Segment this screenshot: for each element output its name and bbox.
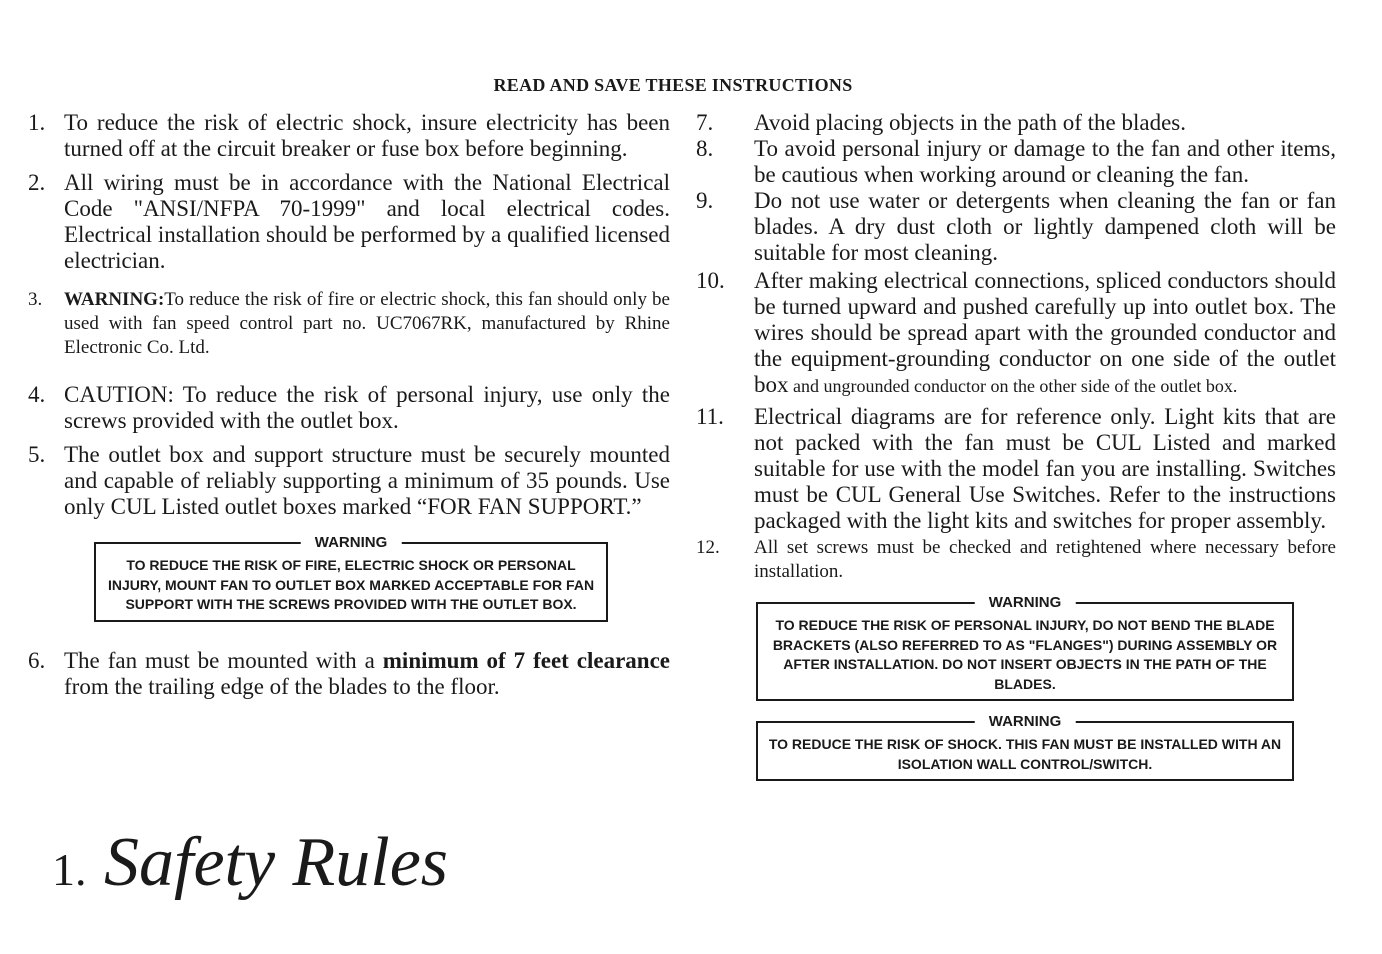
item-text [754, 268, 1336, 398]
warning-box-text: TO REDUCE THE RISK OF SHOCK. THIS FAN MUST BE INSTALLED WITH AN ISOLATION WALL CONTROL/SWITCH. [768, 736, 1282, 772]
item-text: Do not use water or detergents when cleaning the fan or fan blades. A dry dust cloth or lightly dampened cloth will be suitable for most cleaning. [754, 188, 1336, 265]
instruction-item-8 [696, 136, 1336, 188]
item-text-small: and ungrounded conductor on the other side of the outlet box. [788, 376, 1238, 396]
item-text: Avoid placing objects in the path of the blades. [754, 110, 1186, 135]
warning-box-blade-brackets [756, 594, 1294, 701]
instruction-item-3 [28, 288, 670, 360]
instruction-item-9 [696, 188, 1336, 266]
warning-box-title: WARNING [975, 593, 1076, 613]
item-number: 5. [28, 442, 46, 467]
left-column [28, 110, 670, 708]
item-text: All wiring must be in accordance with the National Electrical Code "ANSI/NFPA 70-1999" and local electrical codes. Electrical installation should be performed by a qualified licensed electrician. [64, 170, 670, 273]
warning-box-text: TO REDUCE THE RISK OF FIRE, ELECTRIC SHOCK OR PERSONAL INJURY, MOUNT FAN TO OUTLET BOX MARKED ACCEPTABLE FOR FAN SUPPORT WITH THE SCREWS PROVIDED WITH THE OUTLET BOX. [107, 557, 595, 612]
item-text-part: from the trailing edge of the blades to the floor. [64, 673, 500, 699]
instruction-item-1 [28, 110, 670, 162]
page-title: READ AND SAVE THESE INSTRUCTIONS [493, 75, 853, 95]
warning-box-outlet [94, 534, 608, 622]
instruction-item-7 [696, 110, 1336, 136]
item-text-part: The fan must be mounted with a [64, 647, 383, 673]
item-number: 1. [28, 110, 46, 135]
instruction-item-11 [696, 404, 1336, 534]
item-number: 3. [28, 289, 43, 310]
instruction-item-4 [28, 382, 670, 434]
item-text: Electrical diagrams are for reference only. Light kits that are not packed with the fan must be CUL Listed and marked suitable for use with the model fan you are installing. Switches must be CUL General Use Switches. Refer to the instructions packaged with the light kits and switches for proper assembly. [754, 404, 1336, 533]
right-column [696, 110, 1336, 781]
item-text-body: To reduce the risk of fire or electric shock, this fan should only be used with fan speed control part no. UC7067RK, manufactured by Rhine Electronic Co. Ltd. [64, 289, 670, 358]
item-text [64, 648, 670, 700]
instruction-item-6 [28, 648, 670, 700]
clearance-emphasis: minimum of 7 feet clearance [382, 647, 670, 673]
warning-box-title: WARNING [975, 712, 1076, 732]
warning-box-isolation-switch [756, 713, 1294, 781]
item-text-part: After making electrical connections, spliced conductors should be turned upward and pushed carefully up into outlet box. The wires should be spread apart with the grounded conductor and the equipment-grounding conductor on one side of the outlet box [754, 268, 1336, 397]
section-title: Safety Rules [104, 824, 449, 901]
item-number: 8. [696, 136, 714, 161]
item-number: 9. [696, 188, 714, 213]
item-text: To avoid personal injury or damage to the fan and other items, be cautious when working around or cleaning the fan. [754, 136, 1336, 187]
warning-box-title: WARNING [301, 533, 402, 553]
item-text: The outlet box and support structure must be securely mounted and capable of reliably supporting a minimum of 35 pounds. Use only CUL Listed outlet boxes marked “FOR FAN SUPPORT.” [64, 442, 670, 519]
item-number: 4. [28, 382, 46, 407]
section-number: 1. [52, 844, 87, 895]
instruction-item-10 [696, 268, 1336, 398]
instruction-item-2 [28, 170, 670, 274]
item-text [64, 288, 670, 360]
warning-box-text: TO REDUCE THE RISK OF PERSONAL INJURY, DO NOT BEND THE BLADE BRACKETS (ALSO REFERRED TO AS "FLANGES") DURING ASSEMBLY OR AFTER INSTALLATION. DO NOT INSERT OBJECTS IN THE PATH OF THE BLADES. [772, 617, 1278, 692]
section-heading [52, 818, 448, 915]
warning-lead: WARNING: [64, 289, 165, 310]
item-text: To reduce the risk of electric shock, insure electricity has been turned off at the circuit breaker or fuse box before beginning. [64, 110, 670, 161]
item-number: 7. [696, 110, 714, 135]
item-number: 6. [28, 647, 46, 673]
instruction-item-12 [696, 536, 1336, 584]
instruction-item-5 [28, 442, 670, 520]
item-text: All set screws must be checked and retightened where necessary before installation. [754, 537, 1336, 582]
item-number: 11. [696, 404, 724, 429]
item-number: 12. [696, 537, 720, 558]
item-text: CAUTION: To reduce the risk of personal injury, use only the screws provided with the outlet box. [64, 382, 670, 433]
item-number: 10. [696, 268, 725, 293]
item-number: 2. [28, 170, 46, 195]
